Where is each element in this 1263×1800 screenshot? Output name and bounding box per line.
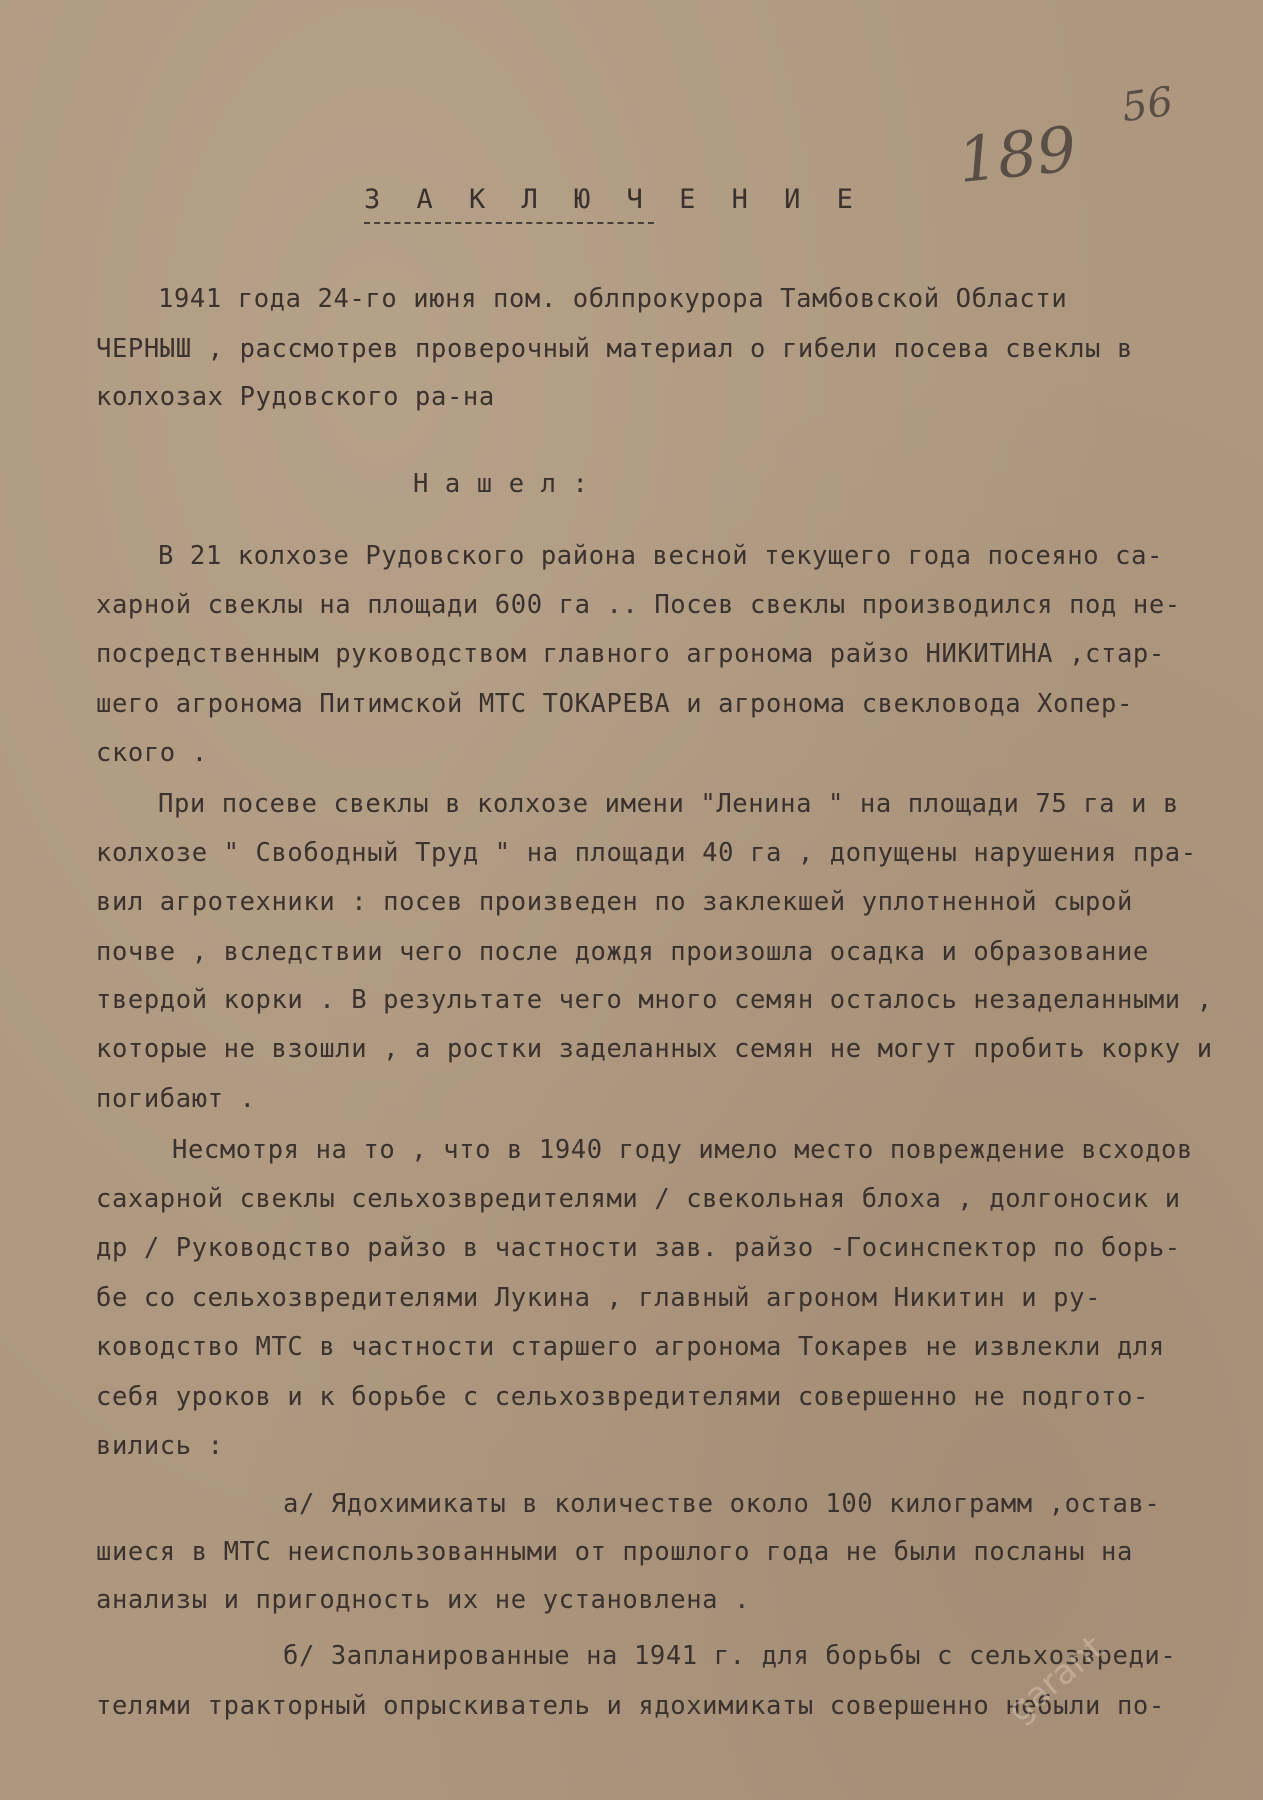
title-underline (364, 222, 654, 224)
document-title: З А К Л Ю Ч Е Н И Е (364, 184, 863, 215)
text-line: посредственным руководством главного агронома райзо НИКИТИНА ,стар- (96, 639, 1165, 669)
text-line: анализы и пригодность их не установлена . (96, 1585, 751, 1615)
text-line: почве , вследствии чего после дождя произошла осадка и образование (96, 937, 1149, 967)
text-line: сахарной свеклы сельхозвредителями / свекольная блоха , долгоносик и (96, 1184, 1181, 1214)
text-line: шиеся в МТС неиспользованными от прошлого года не были посланы на (96, 1537, 1133, 1567)
section-heading: Н а ш е л : (413, 469, 589, 499)
text-line: погибают . (96, 1084, 256, 1114)
text-line: вил агротехники : посев произведен по заклекшей уплотненной сырой (96, 887, 1133, 917)
text-line: бе со сельхозвредителями Лукина , главный агроном Никитин и ру- (96, 1283, 1101, 1313)
text-line: б/ Запланированные на 1941 г. для борьбы с сельхозвреди- (283, 1641, 1177, 1671)
watermark: garant (1000, 1627, 1112, 1731)
text-line: ского . (96, 738, 208, 768)
text-line: колхозах Рудовского ра-на (96, 382, 495, 412)
text-line: шего агронома Питимской МТС ТОКАРЕВА и агронома свекловода Хопер- (96, 689, 1133, 719)
text-line: а/ Ядохимикаты в количестве около 100 килограмм ,остав- (283, 1489, 1161, 1519)
text-line: телями тракторный опрыскиватель и ядохимикаты совершенно небыли по- (96, 1691, 1165, 1721)
text-line: ководство МТС в частности старшего агронома Токарев не извлекли для (96, 1332, 1165, 1362)
text-line: ЧЕРНЫШ , рассмотрев проверочный материал о гибели посева свеклы в (96, 334, 1133, 364)
text-line: харной свеклы на площади 600 га .. Посев свеклы производился под не- (96, 590, 1181, 620)
text-line: которые не взошли , а ростки заделанных семян не могут пробить корку и (96, 1034, 1213, 1064)
text-line: др / Руководство райзо в частности зав. райзо -Госинспектор по борь- (96, 1233, 1181, 1263)
sheet-number: 56 (1119, 78, 1176, 132)
text-line: Несмотря на то , что в 1940 году имело место повреждение всходов (172, 1135, 1193, 1165)
text-line: твердой корки . В результате чего много семян осталось незаделанными , (96, 985, 1213, 1015)
text-line: 1941 года 24-го июня пом. облпрокурора Тамбовской Области (158, 284, 1068, 314)
text-line: В 21 колхозе Рудовского района весной текущего года посеяно са- (158, 541, 1163, 571)
text-line: вились : (96, 1431, 224, 1461)
archive-folio-mark: 189 (954, 112, 1080, 197)
text-line: себя уроков и к борьбе с сельхозвредителями совершенно не подгото- (96, 1382, 1149, 1412)
text-line: колхозе " Свободный Труд " на площади 40 га , допущены нарушения пра- (96, 838, 1197, 868)
text-line: При посеве свеклы в колхозе имени "Ленина " на площади 75 га и в (158, 789, 1179, 819)
